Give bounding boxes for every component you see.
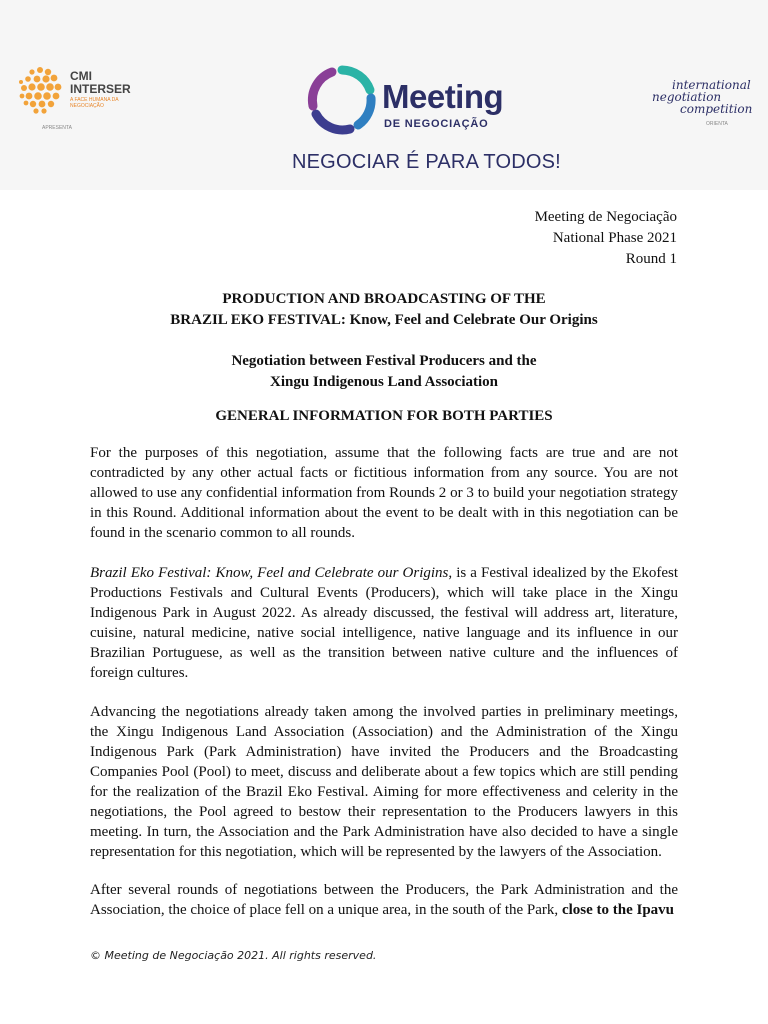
meeting-logo-title: Meeting	[382, 78, 504, 115]
cmi-name-line1: CMI	[70, 69, 92, 83]
inc-logo	[648, 78, 758, 138]
cmi-dots-icon	[18, 66, 64, 116]
document-subtitle	[90, 351, 678, 393]
meta-line2: National Phase 2021	[552, 230, 677, 246]
inc-logo-line2: negotiation	[652, 90, 722, 104]
inc-orienta-label: ORIENTA	[706, 121, 728, 127]
copyright-footer: © Meeting de Negociação 2021. All rights reserved.	[90, 949, 377, 962]
page-header	[0, 0, 768, 190]
meta-line3: Round 1	[625, 251, 677, 267]
meta-line1: Meeting de Negociação	[534, 209, 677, 225]
paragraph-1: For the purposes of this negotiation, assume that the following facts are true and are not contradicted by any other actual facts or fictitious information from any source. You are not allowed to use any confidential information from Rounds 2 or 3 to build your negotiation strategy in this Round. Additional information about the event to be dealt with in this negotiation can be found in the scenario common to all rounds.	[90, 445, 678, 541]
cmi-interser-logo	[18, 66, 178, 136]
section-heading: GENERAL INFORMATION FOR BOTH PARTIES	[215, 408, 553, 424]
cmi-name-line2: INTERSER	[70, 82, 131, 96]
document-meta	[535, 207, 677, 270]
paragraph-2	[90, 563, 678, 683]
paragraph-4	[90, 880, 678, 920]
cmi-apresenta-label: APRESENTA	[42, 125, 72, 131]
paragraph-3: Advancing the negotiations already taken among the involved parties in preliminary meetings, the Xingu Indigenous Land Association (Association) and the Administration of the Xingu Indigenous Park (Park Administration) have invited the Producers and the Broadcasting Companies Pool (Pool) to meet, discuss and deliberate about a few topics which are still pending for the realization of the Brazil Eko Festival. Aiming for more effectiveness and celerity in the negotiations, the Pool agreed to bestow their representation to the Producers lawyers in this meeting. In turn, the Association and the Park Administration have also decided to have a single representation for this negotiation, which will be represented by the lawyers of the Association.	[90, 704, 678, 860]
paragraph-4-text: After several rounds of negotiations between the Producers, the Park Administration and the Association, the choice of place fell on a unique area, in the south of the Park,	[90, 882, 678, 918]
title-line2: BRAZIL EKO FESTIVAL: Know, Feel and Celebrate Our Origins	[170, 312, 598, 328]
title-line1: PRODUCTION AND BROADCASTING OF THE	[222, 291, 546, 307]
cmi-name	[70, 70, 131, 96]
cmi-tagline: A FACE HUMANA DA NEGOCIAÇÃO	[70, 97, 119, 109]
subtitle-line1: Negotiation between Festival Producers and the	[231, 353, 537, 369]
meeting-logo-subtitle: DE NEGOCIAÇÃO	[384, 118, 489, 130]
inc-logo-line3: competition	[680, 102, 753, 116]
slogan: NEGOCIAR É PARA TODOS!	[292, 151, 561, 173]
inc-logo-line1: international	[672, 78, 751, 92]
subtitle-line2: Xingu Indigenous Land Association	[269, 374, 498, 390]
document-title	[90, 289, 678, 331]
meeting-ring-icon	[306, 64, 378, 136]
paragraph-2-text: , is a Festival idealized by the Ekofest Productions Festivals and Cultural Events (Producers), which will take place in the Xingu Indigenous Park in August 2022. As already discussed, the festival will address art, literature, cuisine, natural medicine, native social intelligence, native language and its influence in our Brazilian Portuguese, as well as the transition between native culture and the influences of foreign cultures.	[90, 565, 678, 681]
festival-name-italic: Brazil Eko Festival: Know, Feel and Celebrate our Origins	[90, 565, 449, 581]
paragraph-4-bold: close to the Ipavu	[561, 902, 675, 918]
